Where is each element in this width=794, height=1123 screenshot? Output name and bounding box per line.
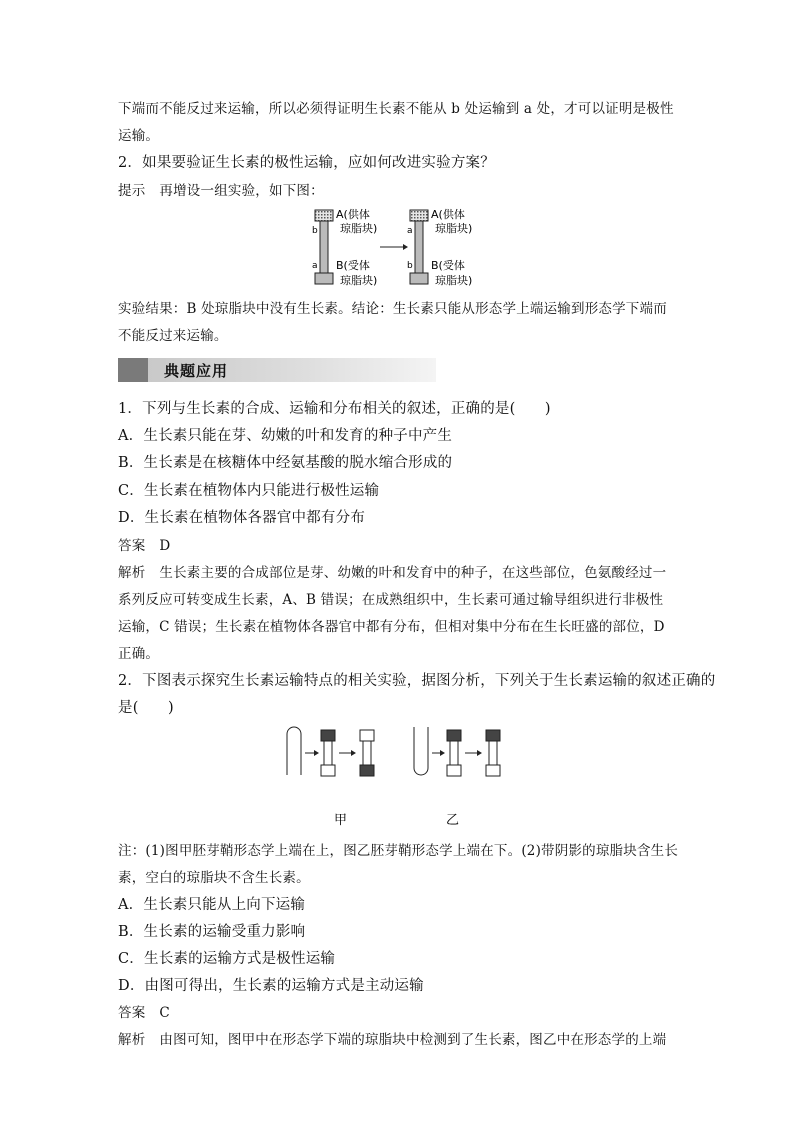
text-line: 不能反过来运输。 bbox=[118, 328, 228, 344]
answer-line bbox=[118, 1001, 170, 1021]
figure-group-jia bbox=[287, 727, 374, 828]
donor-label-line1: A(供体 bbox=[336, 208, 370, 221]
option-b: B．生长素是在核糖体中经氨基酸的脱水缩合形成的 bbox=[118, 455, 453, 471]
receiver-agar-block bbox=[410, 273, 428, 284]
donor-label-line2: 琼脂块) bbox=[340, 222, 378, 235]
stem-segment bbox=[320, 221, 328, 273]
donor-agar-block bbox=[410, 210, 428, 221]
polar-transport-diagram bbox=[300, 205, 490, 290]
hint-label: 提示 bbox=[118, 183, 146, 199]
analysis-label: 解析 bbox=[118, 1032, 146, 1048]
receiver-label-line1: B(受体 bbox=[431, 259, 465, 272]
coleoptile-segment bbox=[363, 741, 371, 765]
analysis-line: 运输，C 错误；生长素在植物体各器官中都有分布，但相对集中分布在生长旺盛的部位，D bbox=[118, 619, 665, 635]
option-d: D．生长素在植物体各器官中都有分布 bbox=[118, 510, 366, 526]
text-line: 运输。 bbox=[118, 128, 160, 144]
analysis-line bbox=[118, 1028, 666, 1048]
auxin-agar-block bbox=[447, 730, 461, 741]
diagram-right-setup bbox=[407, 207, 472, 287]
answer-value: C bbox=[159, 1005, 170, 1021]
note-line: 素，空白的琼脂块不含生长素。 bbox=[118, 870, 310, 886]
donor-agar-block bbox=[315, 210, 333, 221]
receiver-label-line2: 琼脂块) bbox=[435, 274, 473, 287]
coleoptile-segment bbox=[450, 741, 458, 765]
auxin-agar-block bbox=[321, 730, 335, 741]
analysis-text: 生长素主要的合成部位是芽、幼嫩的叶和发育中的种子，在这些部位，色氨酸经过一 bbox=[159, 565, 667, 581]
mark-b: b bbox=[407, 261, 413, 271]
blank-agar-block bbox=[360, 730, 374, 741]
option-a: A．生长素只能在芽、幼嫩的叶和发育的种子中产生 bbox=[118, 428, 453, 444]
question-stem: 2．下图表示探究生长素运输特点的相关实验，据图分析，下列关于生长素运输的叙述正确的 bbox=[118, 673, 716, 689]
mark-b: b bbox=[312, 226, 318, 236]
receiver-label-line1: B(受体 bbox=[336, 259, 370, 272]
figure-label-yi: 乙 bbox=[446, 813, 460, 828]
analysis-line: 系列反应可转变成生长素，A、B 错误；在成熟组织中，生长素可通过输导组织进行非极性 bbox=[118, 592, 664, 608]
mark-a: a bbox=[312, 261, 318, 271]
receiver-agar-block bbox=[315, 273, 333, 284]
blank-agar-block bbox=[321, 765, 335, 776]
figure-label-jia: 甲 bbox=[334, 813, 348, 828]
section-banner bbox=[118, 358, 436, 382]
mark-a: a bbox=[407, 226, 413, 236]
text-line: 下端而不能反过来运输，所以必须得证明生长素不能从 b 处运输到 a 处，才可以证明是极性 bbox=[118, 101, 674, 117]
blank-agar-block bbox=[447, 765, 461, 776]
answer-value: D bbox=[159, 538, 171, 554]
analysis-text: 由图可知，图甲中在形态学下端的琼脂块中检测到了生长素，图乙中在形态学的上端 bbox=[159, 1032, 667, 1048]
arrow bbox=[380, 244, 408, 250]
answer-line bbox=[118, 534, 170, 554]
auxin-agar-block bbox=[360, 765, 374, 776]
answer-label: 答案 bbox=[118, 1005, 146, 1021]
option-d: D．由图可得出，生长素的运输方式是主动运输 bbox=[118, 978, 424, 994]
text-line: 实验结果：B 处琼脂块中没有生长素。结论：生长素只能从形态学上端运输到形态学下端而 bbox=[118, 301, 667, 317]
analysis-line bbox=[118, 561, 666, 581]
question-stem: 是( ) bbox=[118, 700, 174, 716]
blank-agar-block bbox=[486, 765, 500, 776]
option-b: B．生长素的运输受重力影响 bbox=[118, 924, 306, 940]
auxin-agar-block bbox=[486, 730, 500, 741]
stem-segment bbox=[415, 221, 423, 273]
figure-group-yi bbox=[414, 727, 500, 828]
hint-text: 再增设一组实验，如下图： bbox=[159, 183, 324, 199]
coleoptile-segment bbox=[324, 741, 332, 765]
coleoptile-tip-down bbox=[414, 727, 428, 775]
question-heading: 2．如果要验证生长素的极性运输，应如何改进实验方案？ bbox=[118, 155, 495, 171]
question-stem: 1．下列与生长素的合成、运输和分布相关的叙述，正确的是( ) bbox=[118, 401, 551, 417]
section-title: 典题应用 bbox=[164, 362, 229, 380]
analysis-line: 正确。 bbox=[118, 646, 160, 662]
coleoptile-experiment-figure bbox=[280, 722, 520, 830]
note-line: 注：(1)图甲胚芽鞘形态学上端在上，图乙胚芽鞘形态学上端在下。(2)带阴影的琼脂块含生长 bbox=[118, 843, 679, 859]
analysis-label: 解析 bbox=[118, 565, 146, 581]
option-c: C．生长素的运输方式是极性运输 bbox=[118, 951, 336, 967]
donor-label-line2: 琼脂块) bbox=[435, 222, 473, 235]
coleoptile-segment bbox=[489, 741, 497, 765]
answer-label: 答案 bbox=[118, 538, 146, 554]
receiver-label-line2: 琼脂块) bbox=[340, 274, 378, 287]
option-c: C．生长素在植物体内只能进行极性运输 bbox=[118, 483, 380, 499]
coleoptile-tip-up bbox=[287, 727, 301, 775]
hint-line bbox=[118, 179, 324, 199]
option-a: A．生长素只能从上向下运输 bbox=[118, 897, 306, 913]
diagram-left-setup bbox=[312, 207, 377, 287]
donor-label-line1: A(供体 bbox=[431, 208, 465, 221]
